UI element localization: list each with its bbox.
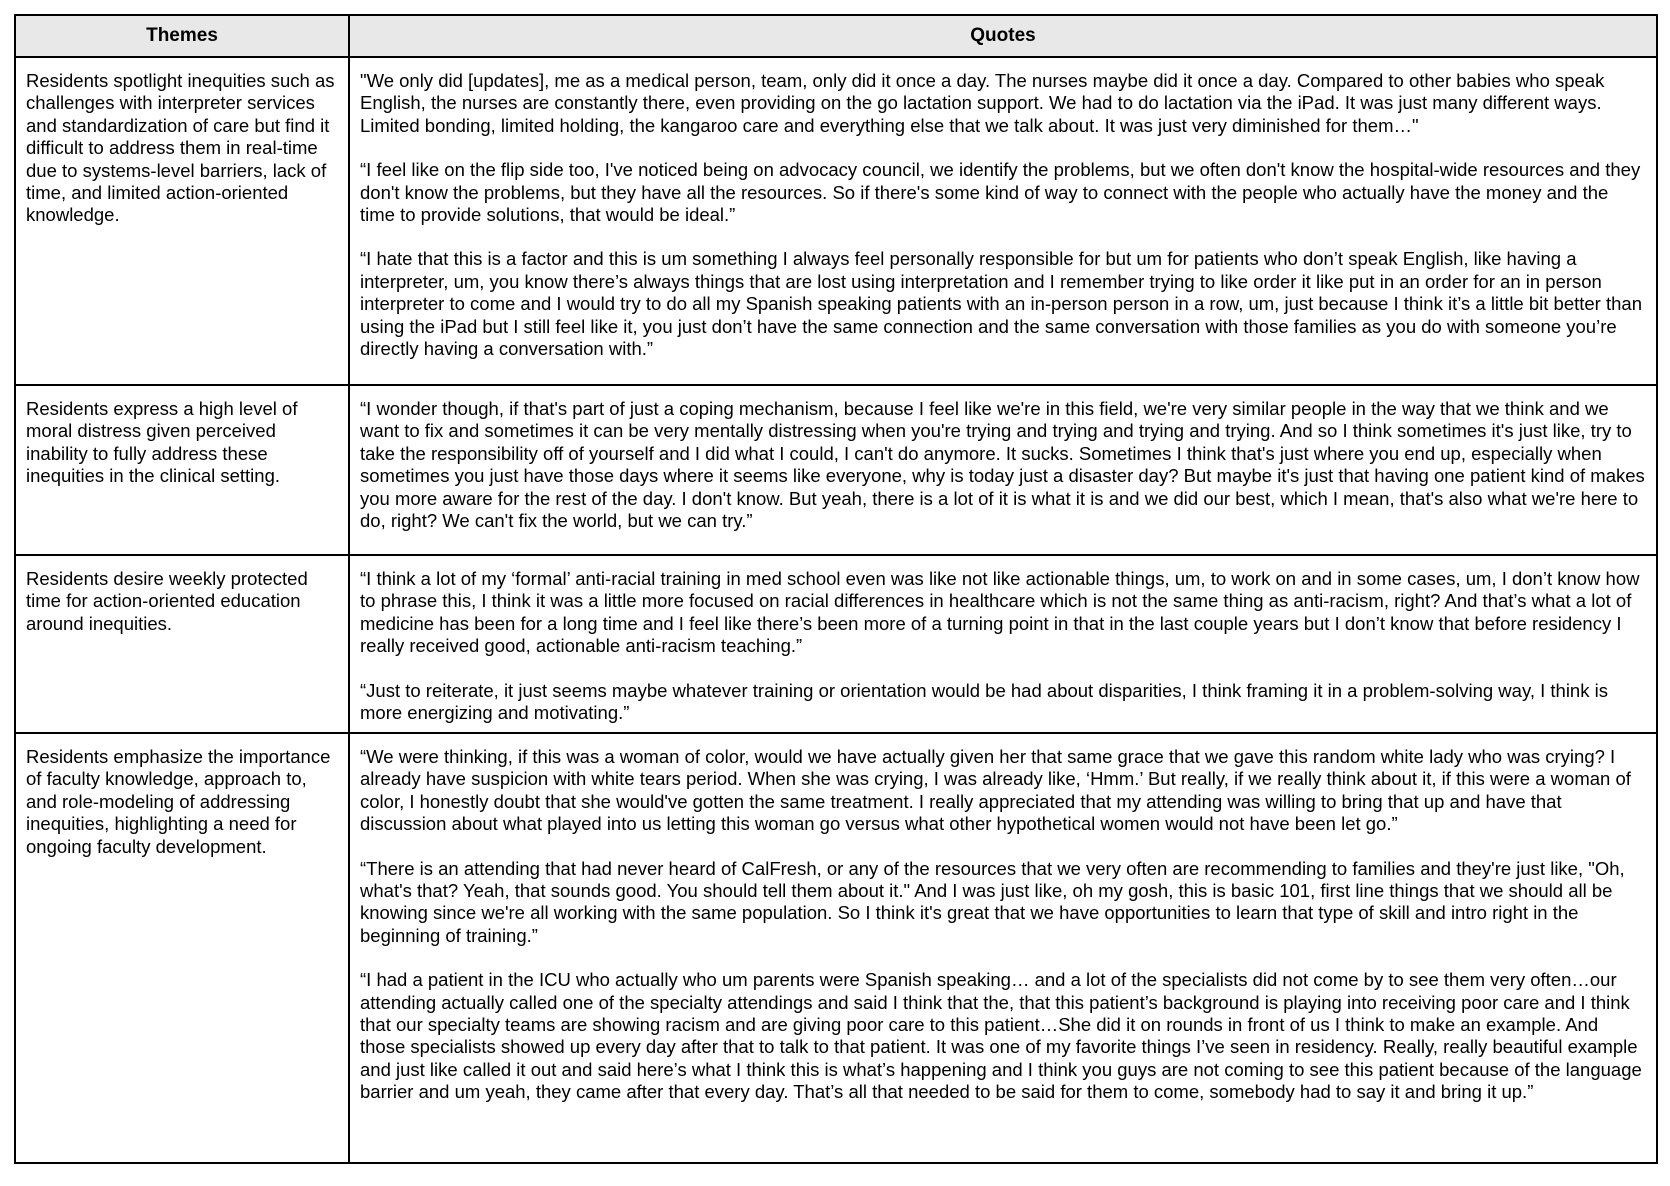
quotes-cell <box>349 555 1657 733</box>
theme-text: Residents spotlight inequities such as challenges with interpreter services and standardization of care but find it difficult to address them in real-time due to systems-level barriers, lack of time, and limited action-oriented knowledge. <box>26 70 335 226</box>
table-row <box>15 57 1657 385</box>
quote-text: “I feel like on the flip side too, I've noticed being on advocacy council, we identify the problems, but we often don't know the hospital-wide resources and they don't know the problems, but they have all the resources. So if there's some kind of way to connect with the people who actually have the money and the time to provide solutions, that would be ideal.” <box>360 159 1641 226</box>
quotes-cell <box>349 57 1657 385</box>
theme-cell <box>15 57 349 385</box>
table-row <box>15 733 1657 1163</box>
themes-quotes-table <box>14 14 1658 1164</box>
document-page <box>14 14 1656 1164</box>
theme-cell <box>15 555 349 733</box>
quote-text: “I had a patient in the ICU who actually who um parents were Spanish speaking… and a lot of the specialists did not come by to see them very often…our attending actually called one of the specialty attendings and said I think that the, that this patient’s background is playing into receiving poor care and I think that our specialty teams are showing racism and are giving poor care to this patient…She did it on rounds in front of us I think to make an example. And those specialists showed up every day after that to talk to that patient. It was one of my favorite things I’ve seen in residency. Really, really beautiful example and just like called it out and said here’s what I think this is what’s happening and I think you guys are not coming to see this patient because of the language barrier and um yeah, they came after that every day. That’s all that needed to be said for them to come, somebody had to say it and bring it up.” <box>360 969 1642 1103</box>
quote-text: “We were thinking, if this was a woman of color, would we have actually given her that same grace that we gave this random white lady who was crying? I already have suspicion with white tears period. When she was crying, I was already like, ‘Hmm.’ But really, if we really think about it, if this were a woman of color, I honestly doubt that she would've gotten the same treatment. I really appreciated that my attending was willing to bring that up and have that discussion about what played into us letting this woman go versus what other hypothetical women would not have been let go.” <box>360 746 1631 835</box>
table-row <box>15 385 1657 555</box>
table-header-row <box>15 15 1657 57</box>
quote-text: “Just to reiterate, it just seems maybe whatever training or orientation would be had about disparities, I think framing it in a problem-solving way, I think is more energizing and motivating.” <box>360 679 1608 724</box>
quote-text: “There is an attending that had never heard of CalFresh, or any of the resources that we very often are recommending to families and they're just like, "Oh, what's that? Yeah, that sounds good. You should tell them about it." And I was just like, oh my gosh, this is basic 101, first line things that we should all be knowing since we're all working with the same population. So I think it's great that we have opportunities to learn that type of skill and intro right in the beginning of training.” <box>360 857 1625 946</box>
quote-text: “I hate that this is a factor and this is um something I always feel personally responsible for but um for patients who don’t speak English, like having a interpreter, um, you know there’s always things that are lost using interpretation and I remember trying to like order it like put in an order for an in person interpreter to come and I would try to do all my Spanish speaking patients with an in-person person in a row, um, just because I think it’s a little bit better than using the iPad but I still feel like it, you just don’t have the same connection and the same conversation with those families as you do with someone you’re directly having a conversation with.” <box>360 248 1642 360</box>
theme-cell <box>15 733 349 1163</box>
quote-text: "We only did [updates], me as a medical person, team, only did it once a day. The nurses maybe did it once a day. Compared to other babies who speak English, the nurses are constantly there, even providing on the go lactation support. We had to do lactation via the iPad. It was just many different ways. Limited bonding, limited holding, the kangaroo care and everything else that we talk about. It was just very diminished for them…" <box>360 70 1605 136</box>
theme-text: Residents desire weekly protected time for action-oriented education around inequities. <box>26 568 308 634</box>
themes-column-header: Themes <box>15 15 349 57</box>
quote-text: “I wonder though, if that's part of just a coping mechanism, because I feel like we're in this field, we're very similar people in the way that we think and we want to fix and sometimes it can be very mentally distressing when you're trying and trying and trying and trying. And so I think sometimes it's just like, try to take the responsibility off of yourself and I did what I could, I can't do anymore. It sucks. Sometimes I think that's just where you end up, especially when sometimes you just have those days where it seems like everyone, why is today just a disaster day? But maybe it's just that having one patient kind of makes you more aware for the rest of the day. I don't know. But yeah, there is a lot of it is what it is and we did our best, which I mean, that's also what we're here to do, right? We can't fix the world, but we can try.” <box>360 398 1645 532</box>
theme-cell <box>15 385 349 555</box>
quote-text: “I think a lot of my ‘formal’ anti-racial training in med school even was like not like actionable things, um, to work on and in some cases, um, I don’t know how to phrase this, I think it was a little more focused on racial differences in healthcare which is not the same thing as anti-racism, right? And that’s what a lot of medicine has been for a long time and I feel like there’s been more of a turning point in that in the last couple years but I don’t know that before residency I really received good, actionable anti-racism teaching.” <box>360 568 1640 657</box>
theme-text: Residents emphasize the importance of faculty knowledge, approach to, and role-modeling of addressing inequities, highlighting a need for ongoing faculty development. <box>26 746 331 857</box>
theme-text: Residents express a high level of moral distress given perceived inability to fully address these inequities in the clinical setting. <box>26 398 298 487</box>
table-row <box>15 555 1657 733</box>
quotes-cell <box>349 733 1657 1163</box>
quotes-column-header: Quotes <box>349 15 1657 57</box>
quotes-cell <box>349 385 1657 555</box>
